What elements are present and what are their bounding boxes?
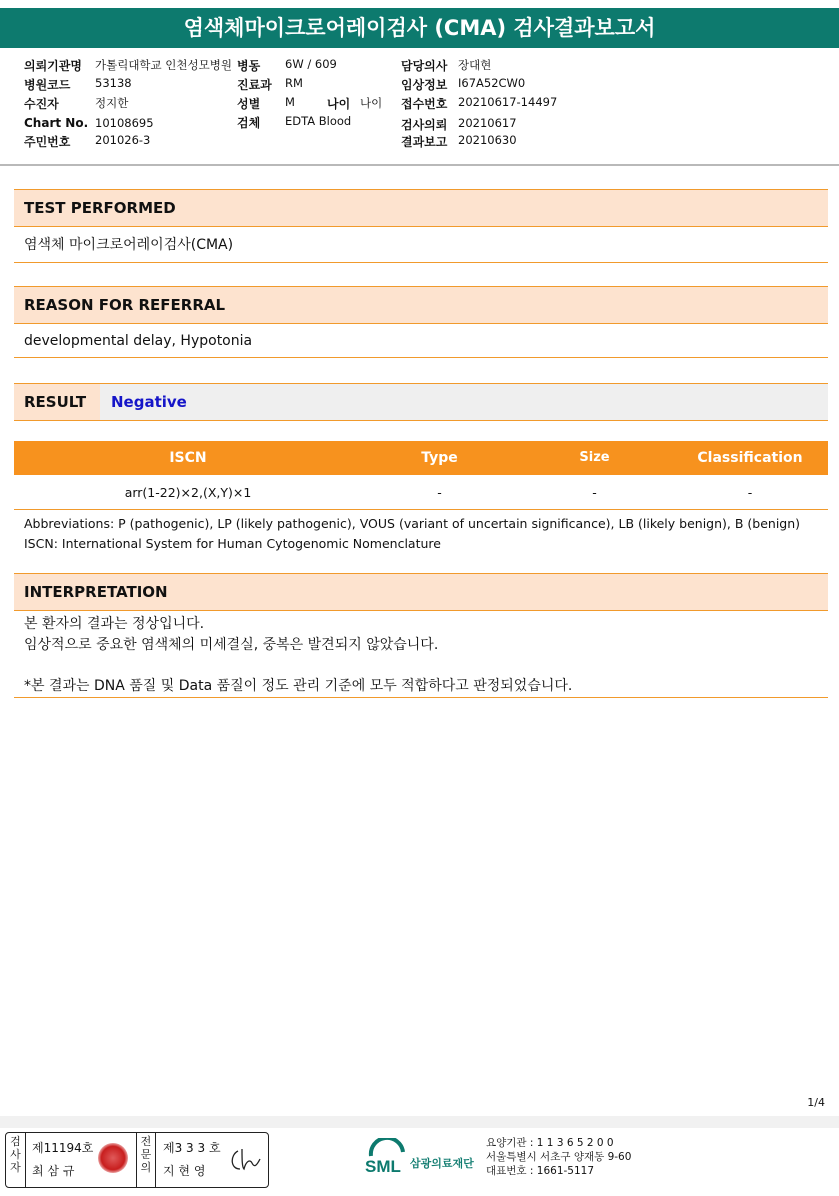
request-value: 20210617 [458,116,517,130]
interpretation-line: 임상적으로 중요한 염색체의 미세결실, 중복은 발견되지 않았습니다. [24,637,439,653]
rrn-value: 201026-3 [95,133,151,147]
sex-label: 성별 [237,97,261,111]
reviewer-vertical-label: 전 문 의 [136,1133,156,1187]
reviewer-license: 제3 3 3 호 [163,1141,221,1155]
hospital-code-value: 53138 [95,76,132,90]
sml-logo-icon [365,1138,409,1178]
report-date-value: 20210630 [458,133,517,147]
col-size: Size [579,450,610,465]
org-address [486,1136,631,1178]
age-label: 나이 [327,97,351,111]
tester-license: 제11194호 [32,1141,94,1155]
result-row [14,383,828,421]
report-date-label: 결과보고 [401,135,448,149]
interpretation-note: *본 결과는 DNA 품질 및 Data 품질이 정도 관리 기준에 모두 적합하다고 판정되었습니다. [24,678,573,694]
receipt-value: 20210617-14497 [458,95,558,109]
abbreviations [24,514,834,554]
interpretation-text [14,614,828,698]
report-title: 염색체마이크로어레이검사 (CMA) 검사결과보고서 [0,8,839,48]
address-line: 서울특별시 서초구 양재동 9-60 [486,1151,632,1163]
institution-label: 의뢰기관명 [24,59,82,73]
col-type: Type [421,450,458,466]
test-performed-heading: TEST PERFORMED [14,189,828,227]
chart-label: Chart No. [24,116,89,130]
svg-text:SML: SML [365,1157,401,1176]
signature-box [5,1132,269,1188]
rrn-label: 주민번호 [24,135,71,149]
reviewer-name: 지 현 영 [163,1164,206,1178]
dept-value: RM [285,76,303,90]
col-iscn: ISCN [169,450,207,466]
signature-icon [228,1145,264,1175]
test-performed-text: 염색체 마이크로어레이검사(CMA) [14,227,828,263]
abbreviation-line: Abbreviations: P (pathogenic), LP (likely pathogenic), VOUS (variant of uncertain significance), LB (likely benign), B (benign) [24,516,801,531]
dept-label: 진료과 [237,78,272,92]
doctor-value: 장대현 [458,58,492,72]
referral-heading: REASON FOR REFERRAL [14,286,828,324]
cell-iscn: arr(1-22)×2,(X,Y)×1 [124,485,252,500]
institution-value: 가톨릭대학교 인천성모병원 [95,58,232,72]
cell-size: - [592,485,597,500]
page-number: 1/4 [807,1096,825,1109]
table-row [14,476,828,510]
interpretation-line: 본 환자의 결과는 정상입니다. [24,616,205,632]
chart-value: 10108695 [95,116,154,130]
footer [0,1116,839,1196]
sex-value: M [285,95,295,109]
ward-label: 병동 [237,59,261,73]
header-divider [0,164,839,166]
patient-info [0,55,839,165]
specimen-value: EDTA Blood [285,114,352,128]
hospital-code-label: 병원코드 [24,78,71,92]
phone-line: 대표번호 : 1661-5117 [486,1165,595,1177]
care-institution-number: 요양기관 : 1 1 3 6 5 2 0 0 [486,1137,614,1149]
interpretation-heading: INTERPRETATION [14,573,828,611]
col-classification: Classification [697,450,803,466]
receipt-label: 접수번호 [401,97,448,111]
cell-type: - [437,485,442,500]
patient-value: 정지한 [95,96,129,110]
result-table-header [14,441,828,475]
referral-text: developmental delay, Hypotonia [14,324,828,358]
ward-value: 6W / 609 [285,57,337,71]
doctor-label: 담당의사 [401,59,448,73]
specimen-label: 검체 [237,116,261,130]
age-value: 나이 [360,96,383,110]
clinical-value: I67A52CW0 [458,76,526,90]
patient-label: 수진자 [24,97,59,111]
request-label: 검사의뢰 [401,118,448,132]
cell-classification: - [747,485,753,500]
iscn-note: ISCN: International System for Human Cytogenomic Nomenclature [24,536,441,551]
clinical-label: 임상정보 [401,78,448,92]
tester-vertical-label: 검 사 자 [6,1133,26,1187]
tester-name: 최 삼 규 [32,1164,75,1178]
result-label: RESULT [14,384,100,420]
org-name: 삼광의료재단 [410,1157,474,1170]
seal-stamp-icon [98,1143,128,1173]
result-value: Negative [100,384,828,420]
